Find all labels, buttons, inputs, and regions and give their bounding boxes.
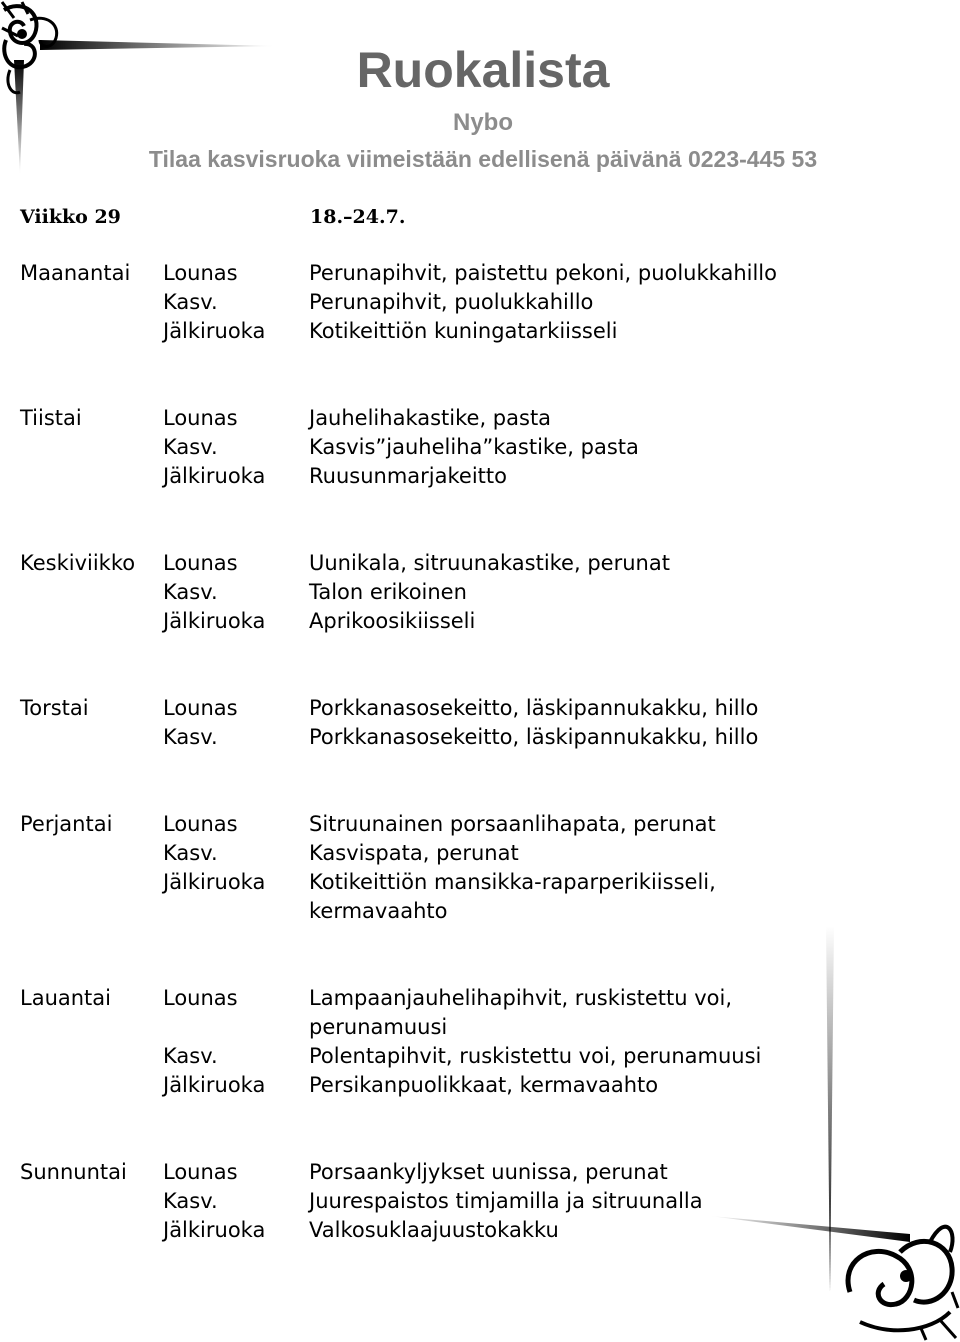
meal-type: Kasv. <box>163 290 218 314</box>
vegetarian-order-notice: Tilaa kasvisruoka viimeistään edellisenä päivänä 0223-445 53 <box>148 146 818 172</box>
meal-type: Lounas <box>163 406 238 430</box>
day-name: Lauantai <box>20 986 111 1010</box>
meal-type: Jälkiruoka <box>163 464 266 488</box>
menu-row <box>20 1013 940 1042</box>
menu-row <box>20 868 940 897</box>
menu-row <box>20 404 940 433</box>
dish-text: Kasvispata, perunat <box>309 841 519 865</box>
dish-text: Polentapihvit, ruskistettu voi, perunamuusi <box>309 1044 762 1068</box>
menu-day <box>20 694 940 752</box>
menu-row <box>20 1071 940 1100</box>
dish-text: Porsaankyljykset uunissa, perunat <box>309 1160 668 1184</box>
dish-text: Kotikeittiön mansikka-raparperikiisseli, <box>309 870 716 894</box>
menu-row <box>20 810 940 839</box>
week-dates: 18.–24.7. <box>310 206 406 228</box>
dish-text: Kotikeittiön kuningatarkiisseli <box>309 319 618 343</box>
menu-row <box>20 549 940 578</box>
menu-row <box>20 578 940 607</box>
menu-day <box>20 259 940 346</box>
meal-type: Kasv. <box>163 841 218 865</box>
day-name: Maanantai <box>20 261 131 285</box>
menu-day <box>20 984 940 1100</box>
meal-type: Jälkiruoka <box>163 1218 266 1242</box>
meal-type: Kasv. <box>163 580 218 604</box>
menu-row <box>20 694 940 723</box>
day-name: Sunnuntai <box>20 1160 127 1184</box>
meal-type: Jälkiruoka <box>163 1073 266 1097</box>
dish-text: Talon erikoinen <box>309 580 467 604</box>
menu-row <box>20 984 940 1013</box>
location-name: Nybo <box>453 109 513 136</box>
dish-text: Juurespaistos timjamilla ja sitruunalla <box>309 1189 703 1213</box>
day-name: Perjantai <box>20 812 113 836</box>
menu-row <box>20 288 940 317</box>
menu-row <box>20 839 940 868</box>
menu-row <box>20 433 940 462</box>
dish-text: Kasvis”jauheliha”kastike, pasta <box>309 435 639 459</box>
day-name: Tiistai <box>20 406 82 430</box>
menu-row <box>20 462 940 491</box>
menu-row <box>20 1187 940 1216</box>
menu-row <box>20 317 940 346</box>
meal-type: Lounas <box>163 1160 238 1184</box>
menu-row <box>20 1042 940 1071</box>
dish-text: Lampaanjauhelihapihvit, ruskistettu voi, <box>309 986 733 1010</box>
page-title: Ruokalista <box>356 42 610 98</box>
menu-row <box>20 607 940 636</box>
dish-text: Ruusunmarjakeitto <box>309 464 507 488</box>
meal-type: Jälkiruoka <box>163 870 266 894</box>
dish-text: Persikanpuolikkaat, kermavaahto <box>309 1073 659 1097</box>
meal-type: Lounas <box>163 986 238 1010</box>
meal-type: Lounas <box>163 812 238 836</box>
dish-text: Perunapihvit, puolukkahillo <box>309 290 594 314</box>
menu-row <box>20 259 940 288</box>
menu-day <box>20 549 940 636</box>
dish-text: Perunapihvit, paistettu pekoni, puolukkahillo <box>309 261 777 285</box>
dish-text: Aprikoosikiisseli <box>309 609 476 633</box>
menu-row <box>20 1158 940 1187</box>
week-label: Viikko 29 <box>20 206 121 228</box>
dish-text: Sitruunainen porsaanlihapata, perunat <box>309 812 716 836</box>
day-name: Torstai <box>20 696 89 720</box>
dish-text: Uunikala, sitruunakastike, perunat <box>309 551 670 575</box>
dish-text: Porkkanasosekeitto, läskipannukakku, hillo <box>309 696 759 720</box>
dish-text: Valkosuklaajuustokakku <box>309 1218 559 1242</box>
day-name: Keskiviikko <box>20 551 136 575</box>
dish-text: perunamuusi <box>309 1015 448 1039</box>
menu-row <box>20 723 940 752</box>
menu-row <box>20 897 940 926</box>
meal-type: Kasv. <box>163 435 218 459</box>
menu-day <box>20 1158 940 1245</box>
meal-type: Lounas <box>163 551 238 575</box>
dish-text: kermavaahto <box>309 899 448 923</box>
menu-day <box>20 810 940 926</box>
menu-day <box>20 404 940 491</box>
dish-text: Jauhelihakastike, pasta <box>309 406 552 430</box>
meal-type: Jälkiruoka <box>163 319 266 343</box>
meal-type: Jälkiruoka <box>163 609 266 633</box>
menu-list <box>20 259 940 1245</box>
meal-type: Lounas <box>163 261 238 285</box>
meal-type: Kasv. <box>163 1044 218 1068</box>
meal-type: Kasv. <box>163 1189 218 1213</box>
dish-text: Porkkanasosekeitto, läskipannukakku, hillo <box>309 725 759 749</box>
meal-type: Kasv. <box>163 725 218 749</box>
menu-row <box>20 1216 940 1245</box>
meal-type: Lounas <box>163 696 238 720</box>
